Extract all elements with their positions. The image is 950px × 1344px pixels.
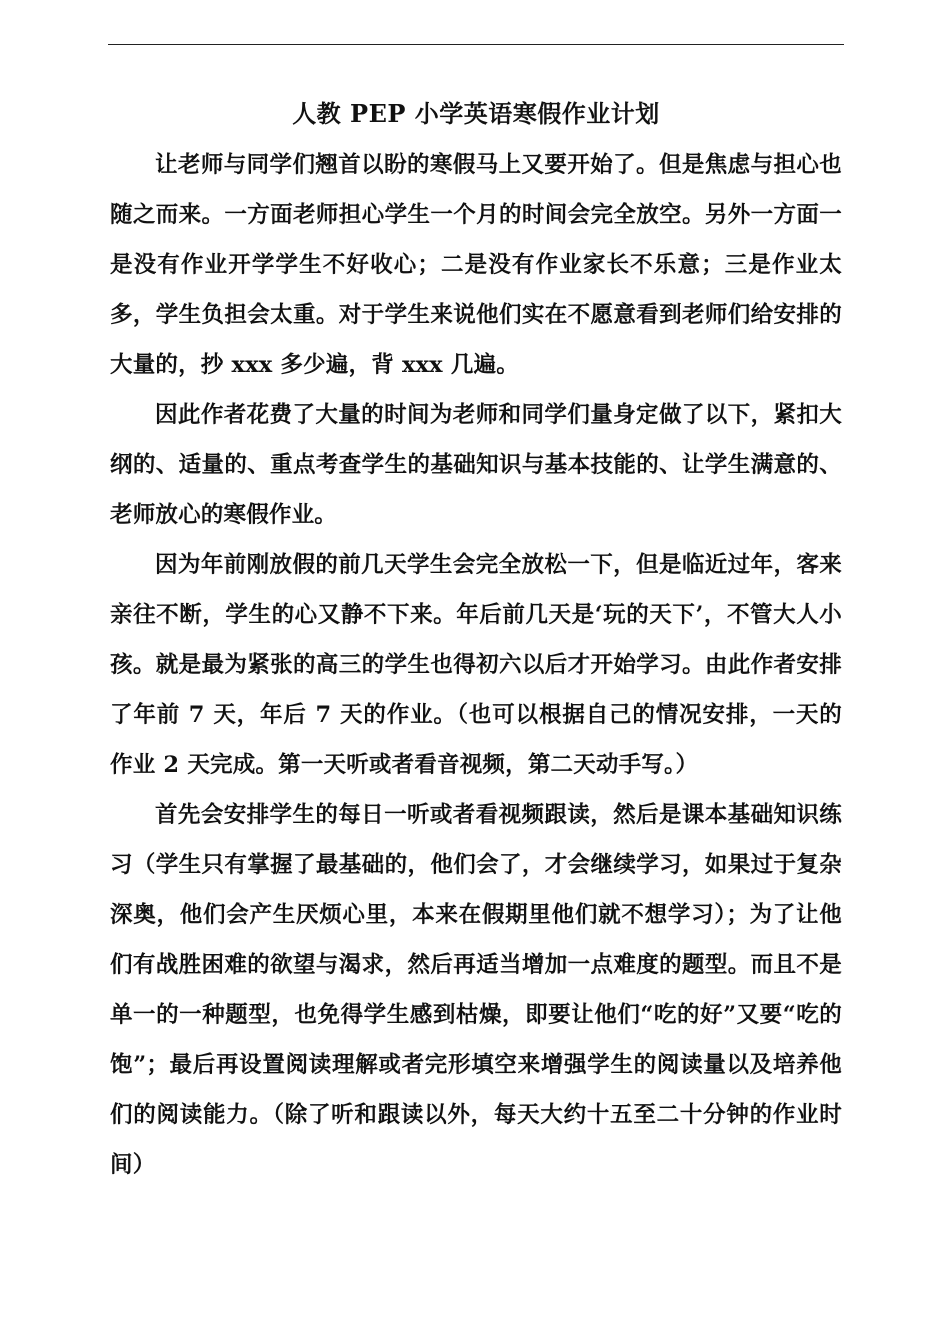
- document-page: [110, 92, 842, 1190]
- paragraph-purpose: 因此作者花费了大量的时间为老师和同学们量身定做了以下，紧扣大纲的、适量的、重点考查学生的基础知识与基本技能的、让学生满意的、老师放心的寒假作业。: [110, 402, 842, 528]
- document-title: 人教 PEP 小学英语寒假作业计划: [292, 99, 660, 128]
- header-rule: [108, 44, 844, 45]
- paragraph-schedule: 因为年前刚放假的前几天学生会完全放松一下，但是临近过年，客来亲往不断，学生的心又静不下来。年后前几天是‘玩的天下’，不管大人小孩。就是最为紧张的高三的学生也得初六以后才开始学习。由此作者安排了年前 7 天，年后 7 天的作业。（也可以根据自己的情况安排，一天的作业 2 天完成。第一天听或者看音视频，第二天动手写。）: [110, 552, 842, 778]
- paragraph-content: 首先会安排学生的每日一听或者看视频跟读，然后是课本基础知识练习（学生只有掌握了最基础的，他们会了，才会继续学习，如果过于复杂深奥，他们会产生厌烦心里，本来在假期里他们就不想学习）；为了让他们有战胜困难的欲望与渴求，然后再适当增加一点难度的题型。而且不是单一的一种题型，也免得学生感到枯燥，即要让他们“吃的好”又要“吃的饱”；最后再设置阅读理解或者完形填空来增强学生的阅读量以及培养他们的阅读能力。（除了听和跟读以外，每天大约十五至二十分钟的作业时间）: [110, 802, 842, 1178]
- paragraph-intro: 让老师与同学们翘首以盼的寒假马上又要开始了。但是焦虑与担心也随之而来。一方面老师担心学生一个月的时间会完全放空。另外一方面一是没有作业开学学生不好收心；二是没有作业家长不乐意；三是作业太多，学生负担会太重。对于学生来说他们实在不愿意看到老师们给安排的大量的，抄 xxx 多少遍，背 xxx 几遍。: [110, 152, 842, 378]
